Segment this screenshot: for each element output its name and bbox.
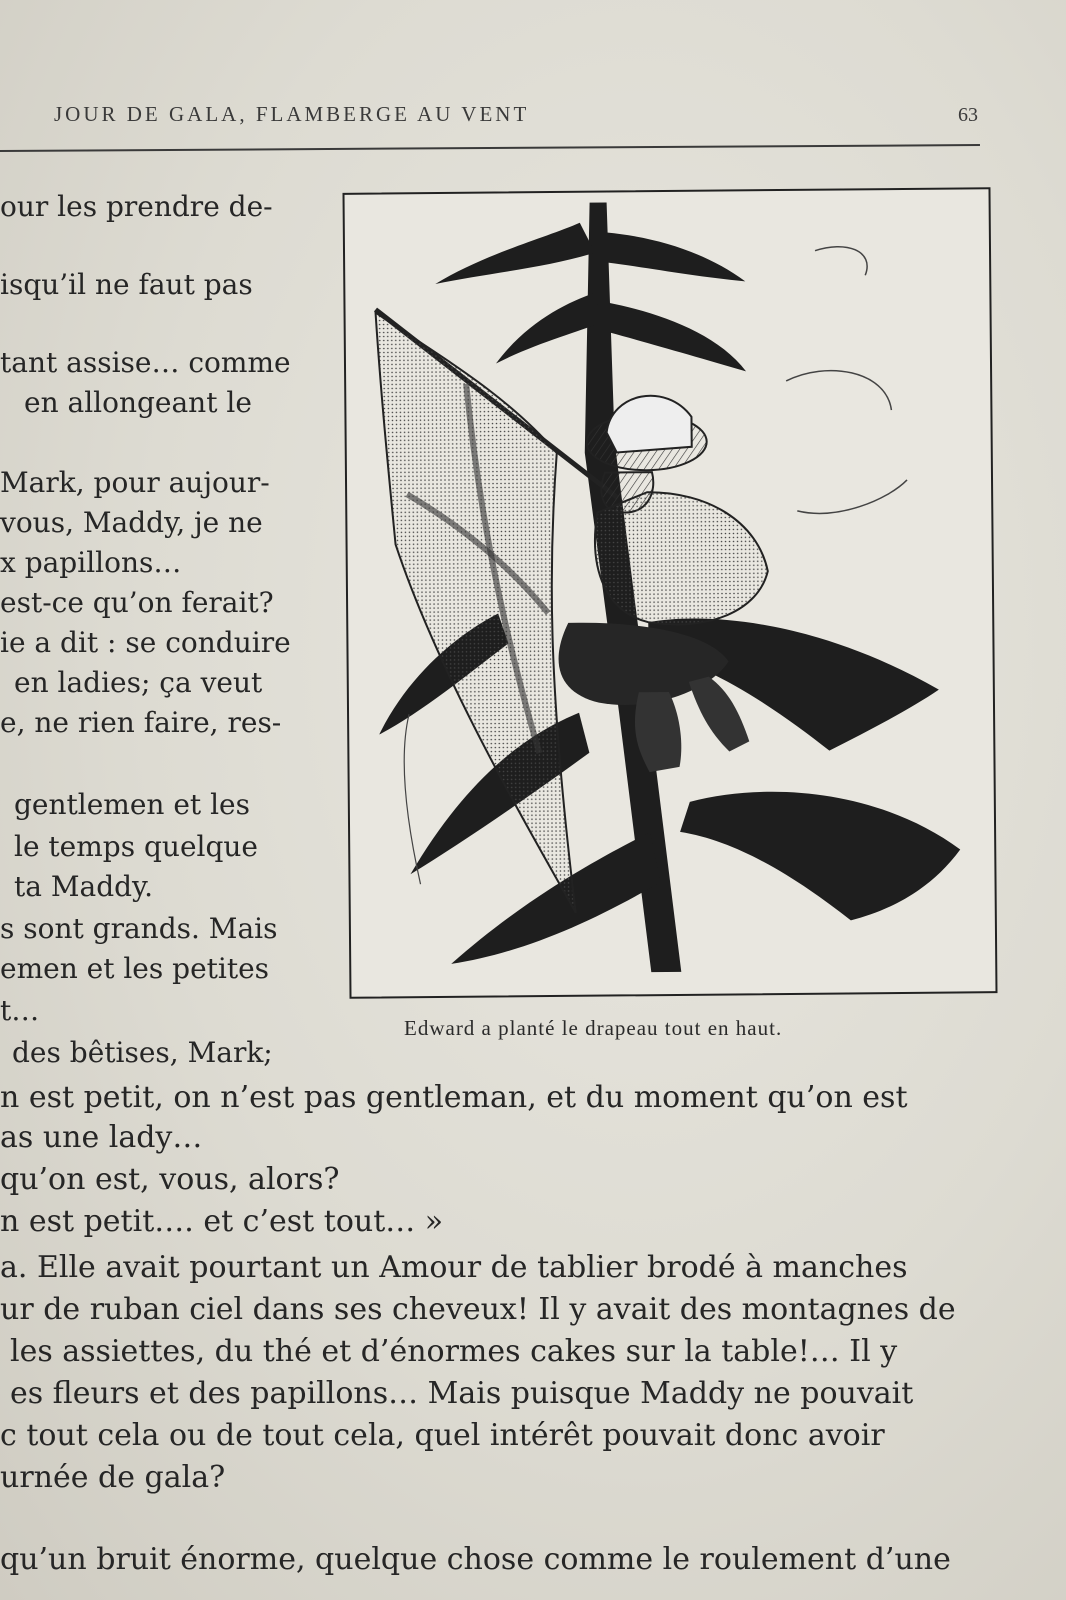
text-line: Mark, pour aujour- [0,466,270,499]
text-line: ta Maddy. [14,870,154,903]
illustration-caption: Edward a planté le drapeau tout en haut. [404,1016,783,1040]
text-line: vous, Maddy, je ne [0,506,263,539]
text-line: n est petit, on n’est pas gentleman, et du moment qu’on est [0,1080,908,1115]
text-line: en ladies; ça veut [14,666,263,699]
text-line: as une lady… [0,1120,203,1155]
text-line: tant assise… comme [0,346,291,379]
text-line: x papillons… [0,546,182,579]
text-line: ur de ruban ciel dans ses cheveux! Il y avait des montagnes de [0,1292,956,1327]
text-line: emen et les petites [0,952,270,985]
text-line: e, ne rien faire, res- [0,706,282,739]
text-line: qu’un bruit énorme, quelque chose comme le roulement d’une [0,1542,951,1577]
text-line: n est petit…. et c’est tout… » [0,1204,444,1239]
text-line: le temps quelque [14,830,259,863]
header-rule [0,144,980,152]
text-line: est-ce qu’on ferait? [0,586,274,619]
text-line: gentlemen et les [14,788,250,821]
engraving-boy-planting-flag-in-tree-icon [345,189,996,997]
text-line: isqu’il ne faut pas [0,268,253,301]
text-line: c tout cela ou de tout cela, quel intérêt pouvait donc avoir [0,1418,885,1453]
text-line: des bêtises, Mark; [12,1036,273,1069]
illustration-frame [342,187,997,999]
text-line: les assiettes, du thé et d’énormes cakes sur la table!… Il y [10,1334,898,1369]
text-line: our les prendre de- [0,190,273,223]
text-line: es fleurs et des papillons… Mais puisque Maddy ne pouvait [10,1376,914,1411]
text-line: t… [0,994,40,1027]
page-number: 63 [958,104,978,126]
text-line: a. Elle avait pourtant un Amour de tablier brodé à manches [0,1250,908,1285]
text-line: en allongeant le [24,386,252,419]
text-line: s sont grands. Mais [0,912,278,945]
text-line: qu’on est, vous, alors? [0,1162,340,1197]
text-line: urnée de gala? [0,1460,226,1495]
running-title: JOUR DE GALA, FLAMBERGE AU VENT [54,102,530,126]
text-line: ie a dit : se conduire [0,626,291,659]
